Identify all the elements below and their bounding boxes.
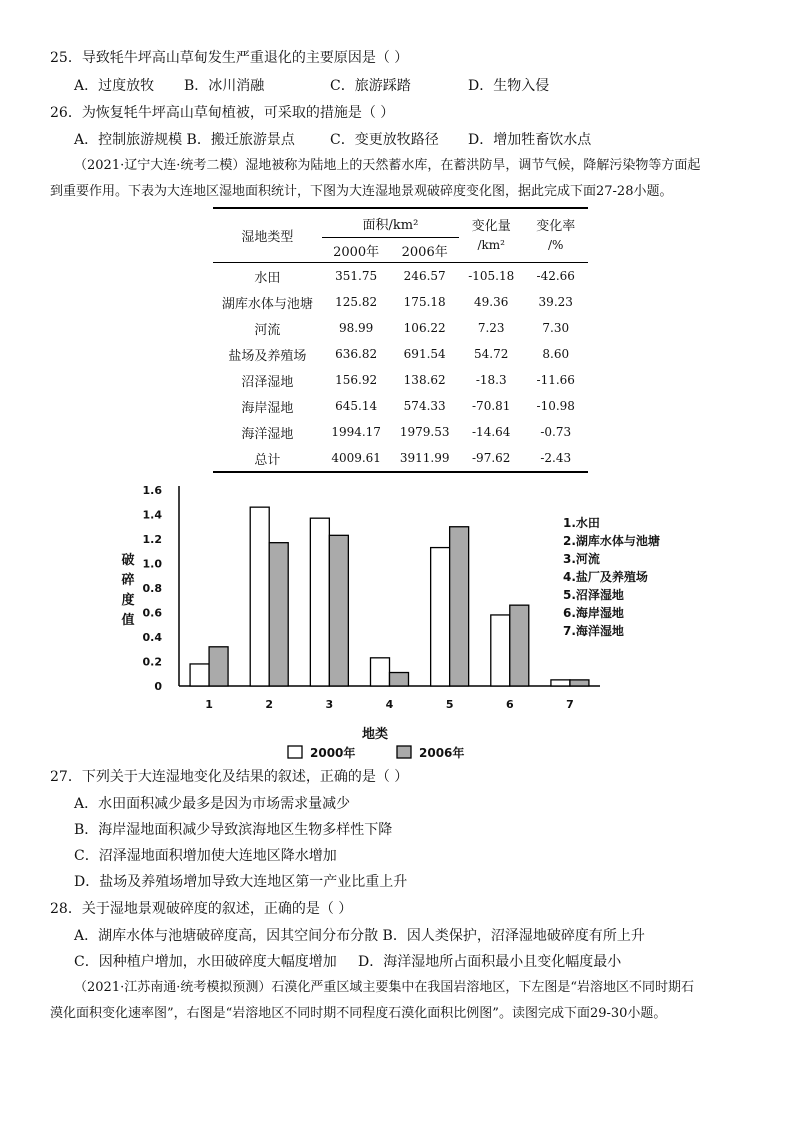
intro-1-line-1: （2021·辽宁大连·统考二模）湿地被称为陆地上的天然蓄水库，在蓄洪防旱，调节气候，降解污染物等方面起	[74, 158, 701, 173]
table-cell-type: 水田	[254, 270, 281, 286]
category-key-item: 3.河流	[563, 552, 600, 566]
table-cell-type: 总计	[254, 452, 281, 468]
x-axis-label: 地类	[361, 727, 389, 742]
category-key-item: 5.沼泽湿地	[563, 588, 624, 602]
table-row	[213, 419, 588, 445]
y-tick-label: 1.6	[142, 484, 162, 497]
table-cell-type: 河流	[254, 322, 281, 338]
table-cell-rate: 39.23	[538, 295, 573, 309]
q27-option-a: A．水田面积减少最多是因为市场需求量减少	[74, 796, 351, 812]
y-tick-label: 0	[154, 680, 162, 693]
fragmentation-bar-chart	[110, 482, 670, 762]
question-28: 28．关于湿地景观破碎度的叙述，正确的是（ ）	[50, 901, 353, 917]
table-cell-y2000: 98.99	[338, 321, 374, 335]
intro-1-line-2: 到重要作用。下表为大连地区湿地面积统计，下图为大连湿地景观破碎度变化图，据此完成下面27-28小题。	[50, 184, 673, 199]
table-cell-rate: -2.43	[540, 451, 572, 465]
table-row	[213, 315, 588, 341]
category-key-item: 1.水田	[563, 516, 600, 530]
table-cell-y2006: 574.33	[403, 399, 446, 413]
q27-option-c: C．沼泽湿地面积增加使大连地区降水增加	[74, 848, 337, 864]
y-tick-label: 0.6	[142, 606, 162, 620]
table-cell-change: 54.72	[474, 347, 509, 361]
y-axis-label: 破碎度值	[121, 553, 135, 628]
table-cell-type: 盐场及养殖场	[228, 348, 307, 364]
q25-option-d: D．生物入侵	[468, 78, 550, 94]
table-cell-y2006: 3911.99	[399, 451, 450, 465]
table-cell-rate: -0.73	[540, 425, 572, 439]
question-27: 27．下列关于大连湿地变化及结果的叙述，正确的是（ ）	[50, 769, 409, 785]
bar-y2000-cat-6	[491, 615, 510, 686]
y-tick-label: 0.2	[142, 655, 162, 669]
table-cell-y2000: 156.92	[335, 373, 378, 387]
q27-option-d: D．盐场及养殖场增加导致大连地区第一产业比重上升	[74, 874, 408, 890]
table-row	[213, 393, 588, 419]
x-tick-label: 1	[205, 698, 213, 711]
q26-option-d: D．增加牲畜饮水点	[468, 132, 592, 148]
table-cell-y2000: 351.75	[335, 269, 378, 283]
wetland-area-table	[213, 207, 588, 473]
q25-option-b: B．冰川消融	[184, 78, 265, 94]
q25-option-c: C．旅游踩踏	[330, 78, 411, 94]
table-cell-y2000: 1994.17	[331, 425, 381, 439]
category-key-item: 4.盐厂及养殖场	[563, 570, 648, 584]
y-tick-label: 1.2	[142, 533, 162, 546]
table-cell-y2006: 691.54	[403, 347, 446, 361]
header-year-2000: 2000年	[333, 244, 380, 260]
table-cell-y2006: 138.62	[403, 373, 446, 387]
bar-y2006-cat-7	[570, 680, 589, 686]
y-tick-label: 0.8	[142, 582, 162, 595]
category-key-item: 2.湖库水体与池塘	[563, 534, 660, 548]
table-cell-rate: -11.66	[536, 373, 575, 387]
question-25: 25．导致牦牛坪高山草甸发生严重退化的主要原因是（ ）	[50, 50, 409, 66]
question-26: 26．为恢复牦牛坪高山草甸植被，可采取的措施是（ ）	[50, 105, 395, 121]
table-cell-change: -18.3	[475, 373, 507, 387]
q26-option-ab: A．控制旅游规模 B．搬迁旅游景点	[74, 132, 295, 148]
category-key-item: 7.海洋湿地	[563, 624, 624, 638]
table-row	[213, 263, 588, 290]
q26-option-c: C．变更放牧路径	[330, 132, 439, 148]
bar-y2000-cat-2	[250, 507, 269, 686]
bar-y2006-cat-5	[450, 527, 469, 686]
intro-2-line-2: 漠化面积变化速率图”，右图是“岩溶地区不同时期不同程度石漠化面积比例图”。读图完成下面29-30小题。	[50, 1006, 667, 1021]
header-change-rate: 变化率 /%	[536, 218, 576, 252]
header-change-amount: 变化量 /km²	[471, 218, 511, 252]
table-cell-y2006: 1979.53	[399, 425, 450, 439]
x-tick-label: 4	[385, 698, 394, 711]
y-tick-label: 0.4	[142, 631, 162, 644]
table-cell-change: -97.62	[472, 451, 511, 465]
table-row	[213, 367, 588, 393]
legend-swatch-y2006	[397, 746, 411, 758]
x-tick-label: 2	[265, 698, 274, 711]
table-cell-type: 湖库水体与池塘	[221, 296, 313, 312]
table-cell-y2006: 175.18	[403, 295, 446, 309]
y-tick-label: 1.0	[142, 557, 162, 571]
table-cell-change: -70.81	[472, 399, 511, 413]
table-cell-change: 7.23	[477, 321, 505, 335]
q28-option-d: D．海洋湿地所占面积最小且变化幅度最小	[358, 954, 622, 970]
table-cell-rate: -42.66	[536, 269, 575, 283]
bar-y2006-cat-3	[329, 535, 348, 686]
x-tick-label: 6	[505, 698, 514, 711]
bar-y2000-cat-5	[431, 548, 450, 686]
table-cell-y2000: 636.82	[335, 347, 378, 361]
table-cell-y2006: 106.22	[403, 321, 446, 335]
bar-y2006-cat-4	[390, 673, 409, 686]
bar-y2000-cat-4	[371, 658, 390, 686]
bar-y2000-cat-1	[190, 664, 209, 686]
intro-2-line-1: （2021·江苏南通·统考模拟预测）石漠化严重区域主要集中在我国岩溶地区，下左图是“岩溶地区不同时期石	[74, 980, 694, 995]
table-cell-y2000: 125.82	[335, 295, 378, 309]
table-cell-y2006: 246.57	[403, 269, 446, 283]
q28-option-ab: A．湖库水体与池塘破碎度高，因其空间分布分散 B．因人类保护，沼泽湿地破碎度有所上升	[74, 928, 645, 944]
table-cell-rate: 7.30	[542, 321, 570, 335]
x-tick-label: 5	[445, 698, 454, 711]
q28-option-c: C．因种植户增加，水田破碎度大幅度增加	[74, 954, 337, 970]
header-year-2006: 2006年	[401, 244, 448, 260]
bar-y2006-cat-6	[510, 605, 529, 686]
y-tick-label: 1.4	[142, 508, 162, 522]
table-cell-change: -14.64	[472, 425, 511, 439]
bar-y2000-cat-7	[551, 680, 570, 686]
header-area: 面积/km²	[322, 208, 459, 238]
table-row	[213, 341, 588, 367]
table-cell-type: 海岸湿地	[241, 400, 294, 416]
x-tick-label: 7	[566, 698, 574, 711]
table-row	[213, 289, 588, 315]
table-cell-change: -105.18	[468, 269, 515, 283]
category-key-item: 6.海岸湿地	[563, 606, 624, 620]
bar-y2000-cat-3	[310, 518, 329, 686]
table-cell-rate: 8.60	[542, 347, 570, 361]
q27-option-b: B．海岸湿地面积减少导致滨海地区生物多样性下降	[74, 822, 393, 838]
x-tick-label: 3	[325, 698, 334, 711]
table-row	[213, 445, 588, 472]
table-cell-type: 沼泽湿地	[241, 374, 294, 390]
legend-label-y2006: 2006年	[419, 746, 465, 760]
bar-y2006-cat-1	[209, 647, 228, 686]
legend-label-y2000: 2000年	[310, 746, 356, 760]
table-cell-rate: -10.98	[536, 399, 575, 413]
bar-y2006-cat-2	[269, 543, 288, 686]
table-cell-y2000: 4009.61	[331, 451, 381, 465]
table-cell-type: 海洋湿地	[241, 426, 294, 442]
table-cell-y2000: 645.14	[335, 399, 378, 413]
q25-option-a: A．过度放牧	[74, 78, 155, 94]
legend-swatch-y2000	[288, 746, 302, 758]
header-wetland-type: 湿地类型	[241, 230, 294, 245]
table-cell-change: 49.36	[474, 295, 509, 309]
